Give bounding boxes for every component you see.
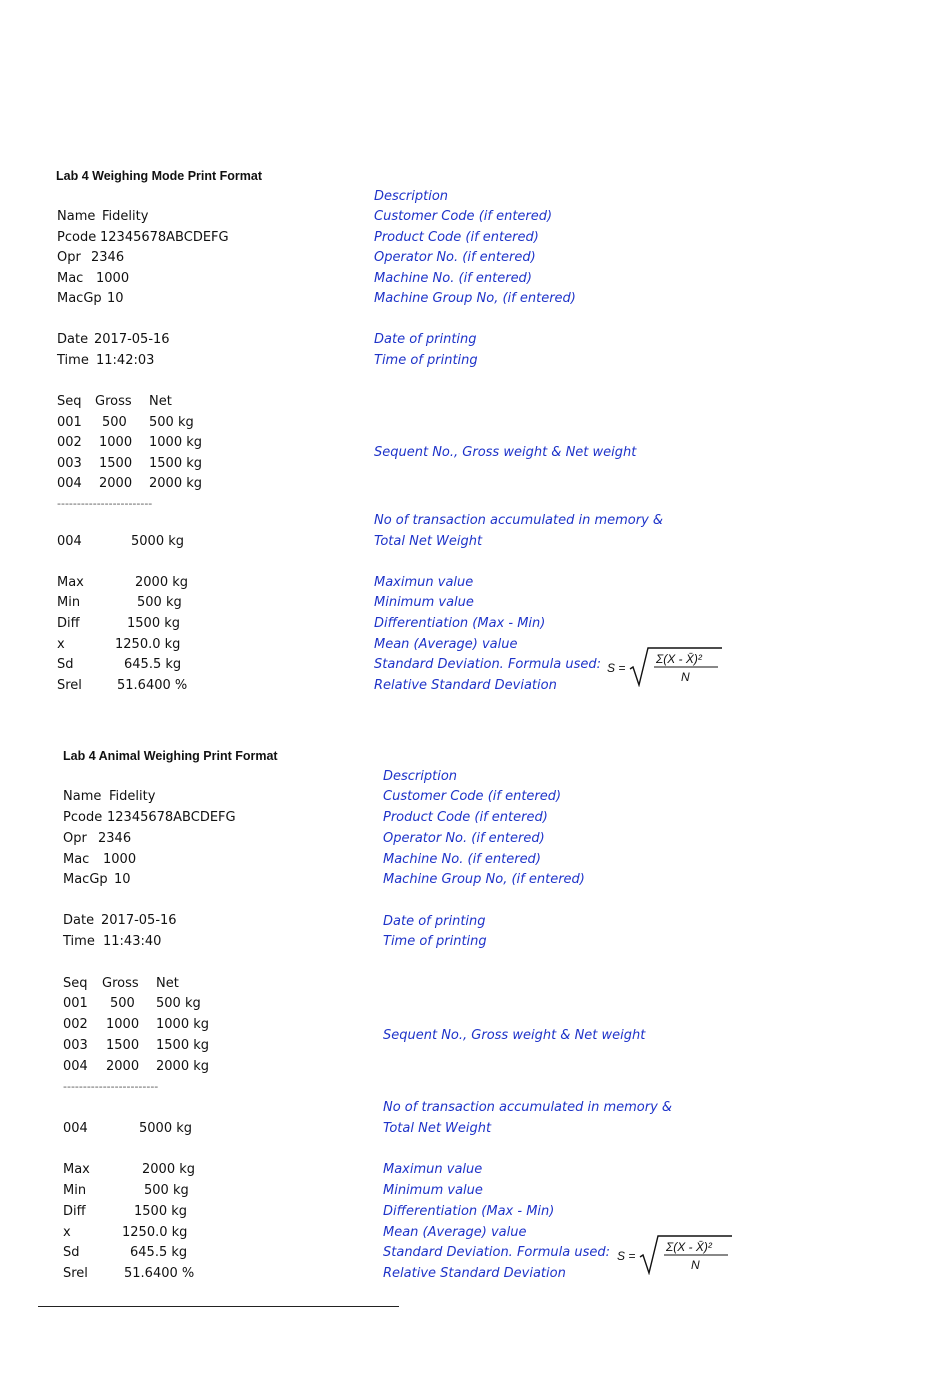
stat-value: 1500 kg	[127, 616, 180, 631]
formula-denominator: N	[681, 670, 690, 684]
header-desc: Product Code (if entered)	[383, 810, 548, 825]
separator: ------------------------	[63, 1080, 159, 1093]
formula-denominator: N	[691, 1258, 700, 1272]
stat-label: Min	[57, 595, 81, 610]
header-value: Fidelity	[109, 789, 156, 804]
stat-desc: Standard Deviation. Formula used:	[383, 1245, 610, 1260]
formula-lhs: S =	[617, 1249, 636, 1263]
std-dev-formula	[614, 1233, 734, 1275]
row-seq: 003	[63, 1038, 88, 1053]
total-desc-line1: No of transaction accumulated in memory &	[383, 1100, 673, 1115]
date-value: 2017-05-16	[101, 913, 177, 928]
time-desc: Time of printing	[383, 934, 487, 949]
row-seq: 001	[57, 415, 82, 430]
header-desc: Machine No. (if entered)	[383, 852, 541, 867]
header-value: 1000	[103, 852, 137, 867]
header-label: MacGp	[57, 291, 102, 306]
row-net: 500 kg	[149, 415, 194, 430]
header-desc: Product Code (if entered)	[374, 230, 539, 245]
stat-value: 2000 kg	[142, 1162, 195, 1177]
column-header-seq: Seq	[63, 976, 88, 991]
total-count: 004	[63, 1121, 88, 1136]
footnote-divider	[38, 1306, 399, 1307]
row-seq: 004	[63, 1059, 88, 1074]
date-value: 2017-05-16	[94, 332, 170, 347]
formula-numerator: Σ(X - X̄)²	[656, 652, 702, 666]
row-net: 500 kg	[156, 996, 201, 1011]
stat-value: 1250.0 kg	[115, 637, 181, 652]
description-header: Description	[383, 769, 458, 784]
date-label: Date	[57, 332, 89, 347]
stat-value: 51.6400 %	[117, 678, 188, 693]
stat-value: 1500 kg	[134, 1204, 187, 1219]
header-value: 10	[107, 291, 124, 306]
rows-desc: Sequent No., Gross weight & Net weight	[374, 445, 637, 460]
stat-value: 500 kg	[144, 1183, 189, 1198]
time-label: Time	[57, 353, 89, 368]
header-value: 1000	[96, 271, 130, 286]
stat-value: 500 kg	[137, 595, 182, 610]
total-desc-line2: Total Net Weight	[383, 1121, 492, 1136]
row-gross: 1000	[99, 435, 133, 450]
header-value: 10	[114, 872, 131, 887]
stat-desc: Mean (Average) value	[383, 1225, 527, 1240]
row-net: 2000 kg	[149, 476, 202, 491]
formula-lhs: S =	[607, 661, 626, 675]
time-value: 11:42:03	[96, 353, 155, 368]
header-value: Fidelity	[102, 209, 149, 224]
section-title: Lab 4 Animal Weighing Print Format	[63, 749, 278, 763]
stat-label: x	[63, 1225, 71, 1240]
stat-label: Srel	[57, 678, 82, 693]
header-label: Pcode	[63, 810, 103, 825]
stat-label: Srel	[63, 1266, 88, 1281]
date-desc: Date of printing	[383, 914, 486, 929]
row-net: 1500 kg	[156, 1038, 209, 1053]
row-seq: 002	[63, 1017, 88, 1032]
time-value: 11:43:40	[103, 934, 162, 949]
std-dev-formula	[604, 645, 724, 687]
stat-label: Diff	[57, 616, 80, 631]
header-label: Opr	[63, 831, 87, 846]
stat-label: Min	[63, 1183, 87, 1198]
stat-desc: Maximun value	[383, 1162, 483, 1177]
header-label: Mac	[63, 852, 90, 867]
separator: ------------------------	[57, 497, 153, 510]
date-desc: Date of printing	[374, 332, 477, 347]
rows-desc: Sequent No., Gross weight & Net weight	[383, 1028, 646, 1043]
stat-label: Max	[57, 575, 84, 590]
stat-value: 1250.0 kg	[122, 1225, 188, 1240]
header-desc: Machine Group No, (if entered)	[383, 872, 585, 887]
stat-desc: Minimum value	[374, 595, 474, 610]
header-value: 2346	[91, 250, 125, 265]
row-gross: 1500	[99, 456, 133, 471]
row-gross: 2000	[106, 1059, 140, 1074]
stat-label: Sd	[57, 657, 74, 672]
stat-value: 645.5 kg	[130, 1245, 188, 1260]
header-label: Name	[57, 209, 96, 224]
header-desc: Customer Code (if entered)	[374, 209, 553, 224]
row-seq: 002	[57, 435, 82, 450]
total-value: 5000 kg	[139, 1121, 192, 1136]
header-label: Opr	[57, 250, 81, 265]
header-desc: Machine Group No, (if entered)	[374, 291, 576, 306]
stat-desc: Relative Standard Deviation	[374, 678, 557, 693]
section-title: Lab 4 Weighing Mode Print Format	[56, 169, 263, 183]
row-net: 1000 kg	[156, 1017, 209, 1032]
total-desc-line2: Total Net Weight	[374, 534, 483, 549]
row-seq: 001	[63, 996, 88, 1011]
header-desc: Customer Code (if entered)	[383, 789, 562, 804]
stat-desc: Relative Standard Deviation	[383, 1266, 566, 1281]
column-header-net: Net	[149, 394, 172, 409]
row-gross: 1000	[106, 1017, 140, 1032]
stat-value: 645.5 kg	[124, 657, 182, 672]
formula-numerator: Σ(X - X̄)²	[666, 1240, 712, 1254]
stat-label: x	[57, 637, 65, 652]
header-label: Mac	[57, 271, 84, 286]
row-gross: 2000	[99, 476, 133, 491]
stat-label: Sd	[63, 1245, 80, 1260]
stat-desc: Differentiation (Max - Min)	[383, 1204, 555, 1219]
row-net: 1000 kg	[149, 435, 202, 450]
header-label: Pcode	[57, 230, 97, 245]
stat-desc: Differentiation (Max - Min)	[374, 616, 546, 631]
row-gross: 500	[102, 415, 127, 430]
header-desc: Operator No. (if entered)	[374, 250, 536, 265]
row-seq: 003	[57, 456, 82, 471]
header-value: 12345678ABCDEFG	[100, 230, 229, 245]
row-net: 1500 kg	[149, 456, 202, 471]
header-label: Name	[63, 789, 102, 804]
stat-desc: Minimum value	[383, 1183, 483, 1198]
column-header-seq: Seq	[57, 394, 82, 409]
row-net: 2000 kg	[156, 1059, 209, 1074]
stat-label: Diff	[63, 1204, 86, 1219]
stat-desc: Mean (Average) value	[374, 637, 518, 652]
stat-value: 51.6400 %	[124, 1266, 195, 1281]
column-header-gross: Gross	[95, 394, 132, 409]
row-gross: 1500	[106, 1038, 140, 1053]
header-value: 12345678ABCDEFG	[107, 810, 236, 825]
header-label: MacGp	[63, 872, 108, 887]
total-value: 5000 kg	[131, 534, 184, 549]
stat-desc: Maximun value	[374, 575, 474, 590]
total-count: 004	[57, 534, 82, 549]
time-desc: Time of printing	[374, 353, 478, 368]
column-header-net: Net	[156, 976, 179, 991]
row-seq: 004	[57, 476, 82, 491]
header-value: 2346	[98, 831, 132, 846]
stat-value: 2000 kg	[135, 575, 188, 590]
date-label: Date	[63, 913, 95, 928]
column-header-gross: Gross	[102, 976, 139, 991]
stat-desc: Standard Deviation. Formula used:	[374, 657, 601, 672]
time-label: Time	[63, 934, 95, 949]
header-desc: Operator No. (if entered)	[383, 831, 545, 846]
row-gross: 500	[110, 996, 135, 1011]
header-desc: Machine No. (if entered)	[374, 271, 532, 286]
total-desc-line1: No of transaction accumulated in memory &	[374, 513, 664, 528]
description-header: Description	[374, 189, 449, 204]
stat-label: Max	[63, 1162, 90, 1177]
